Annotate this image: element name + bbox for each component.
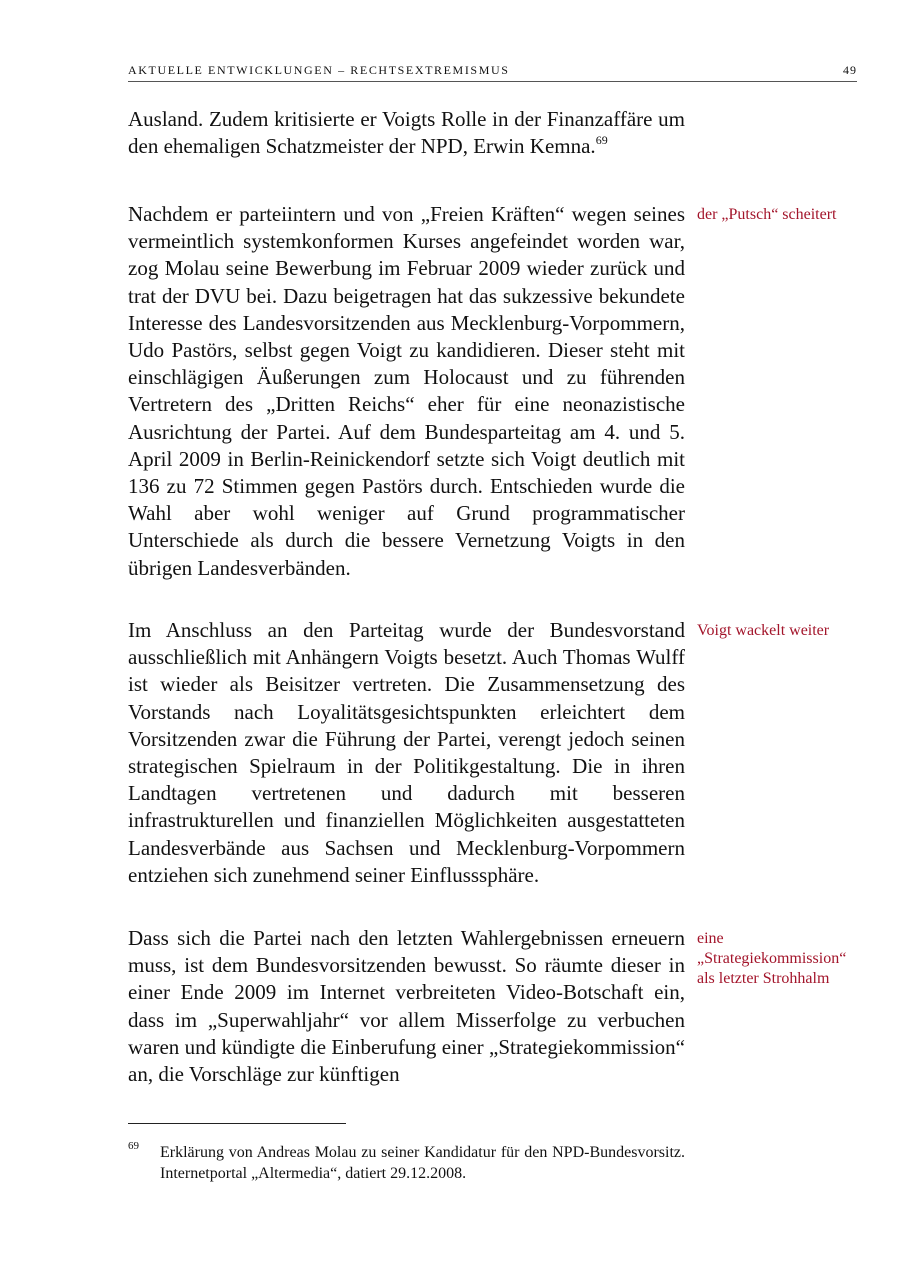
margin-note-strategiekommission: eine „Strategiekommission“ als letzter Strohhalm <box>697 930 847 987</box>
paragraph-4: Dass sich die Partei nach den letzten Wahlergebnissen erneuern muss, ist dem Bundesvorsitzenden bewusst. So räumte dieser in einer Ende 2009 im Internet verbreiteten Video-Botschaft ein, dass im „Superwahljahr“ vor allem Misserfolge zu verbuchen waren und kündigte die Einberufung einer „Strategiekommission“ an, die Vorschläge zur künftigen <box>128 926 685 1087</box>
footnote-number: 69 <box>128 1140 139 1152</box>
page-number: 49 <box>843 63 857 77</box>
paragraph-1 <box>128 106 685 160</box>
running-title: AKTUELLE ENTWICKLUNGEN – RECHTSEXTREMISMUS <box>128 63 510 77</box>
footnote-separator <box>128 1123 346 1124</box>
paragraph-1-text: Ausland. Zudem kritisierte er Voigts Rolle in der Finanzaffäre um den ehemaligen Schatzmeister der NPD, Erwin Kemna. <box>128 107 685 159</box>
paragraph-3: Im Anschluss an den Parteitag wurde der Bundesvorstand ausschließlich mit Anhängern Voigts besetzt. Auch Thomas Wulff ist wieder als Beisitzer vertreten. Die Zusammensetzung des Vorstands nach Loyalitätsgesichtspunkten erleichtert dem Vorsitzenden zwar die Führung der Partei, verengt jedoch seinen strategischen Spielraum in der Politikgestaltung. Die in ihren Landtagen vertretenen und dadurch mit besseren infrastrukturellen und finanziellen Möglichkeiten ausgestatteten Landesverbände aus Sachsen und Mecklenburg-Vorpommern entziehen sich zunehmend seiner Einflusssphäre. <box>128 618 685 887</box>
footnote-reference[interactable]: 69 <box>595 133 608 148</box>
margin-note-voigt: Voigt wackelt weiter <box>697 622 830 639</box>
running-header <box>128 63 857 82</box>
footnote-text: Erklärung von Andreas Molau zu seiner Kandidatur für den NPD-Bundesvorsitz. Internetportal „Altermedia“, datiert 29.12.2008. <box>160 1144 685 1182</box>
margin-note-putsch: der „Putsch“ scheitert <box>697 206 837 223</box>
paragraph-2: Nachdem er parteiintern und von „Freien Kräften“ wegen seines vermeintlich systemkonformen Kurses angefeindet worden war, zog Molau seine Bewerbung im Februar 2009 wieder zurück und trat der DVU bei. Dazu beigetragen hat das sukzessive bekundete Interesse des Landesvorsitzenden aus Mecklenburg-Vorpommern, Udo Pastörs, selbst gegen Voigt zu kandidieren. Dieser steht mit einschlägigen Äußerungen zum Holocaust und zu führenden Vertretern des „Dritten Reichs“ eher für eine neonazistische Ausrichtung der Partei. Auf dem Bundesparteitag am 4. und 5. April 2009 in Berlin-Reinickendorf setzte sich Voigt deutlich mit 136 zu 72 Stimmen gegen Pastörs durch. Entschieden wurde die Wahl aber wohl weniger auf Grund programmatischer Unterschiede als durch die bessere Vernetzung Voigts in den übrigen Landesverbänden. <box>128 202 685 580</box>
